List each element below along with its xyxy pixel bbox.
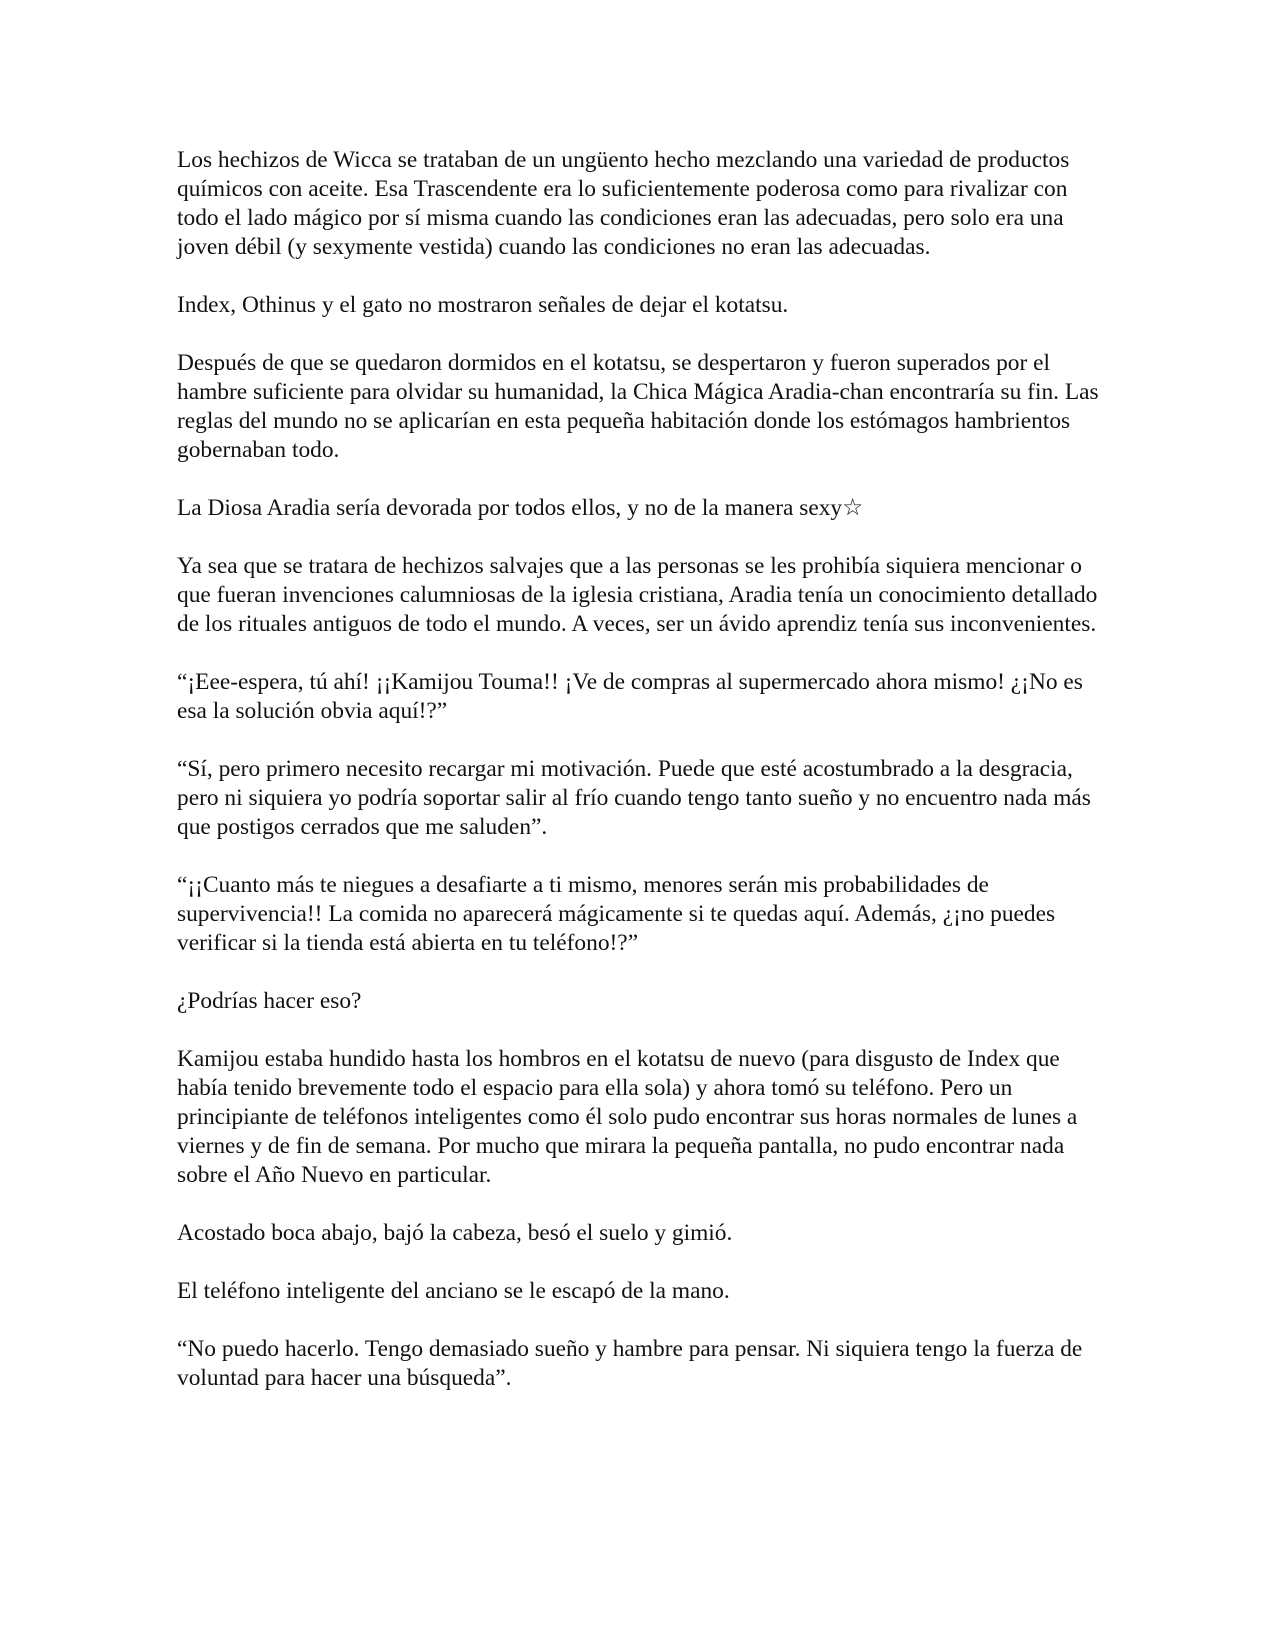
paragraph: Index, Othinus y el gato no mostraron señales de dejar el kotatsu. <box>177 292 789 318</box>
paragraph: La Diosa Aradia sería devorada por todos ellos, y no de la manera sexy☆ <box>177 495 864 521</box>
paragraph: “¡¡Cuanto más te niegues a desafiarte a ti mismo, menores serán mis probabilidades de supervivencia!! La comida no aparecerá mágicamente si te quedas aquí. Además, ¿¡no puedes verificar si la tienda está abierta en tu teléfono!?” <box>177 872 1056 956</box>
paragraph: “¡Eee-espera, tú ahí! ¡¡Kamijou Touma!! ¡Ve de compras al supermercado ahora mismo! ¿¡No es esa la solución obvia aquí!?” <box>177 669 1083 724</box>
paragraph: Ya sea que se tratara de hechizos salvajes que a las personas se les prohibía siquiera mencionar o que fueran invenciones calumniosas de la iglesia cristiana, Aradia tenía un conocimiento detallado de los rituales antiguos de todo el mundo. A veces, ser un ávido aprendiz tenía sus inconvenientes. <box>177 553 1098 637</box>
document-body <box>177 146 1107 1422</box>
paragraph: El teléfono inteligente del anciano se le escapó de la mano. <box>177 1278 730 1304</box>
paragraph: ¿Podrías hacer eso? <box>177 988 362 1014</box>
paragraph: Acostado boca abajo, bajó la cabeza, besó el suelo y gimió. <box>177 1220 733 1246</box>
paragraph: Los hechizos de Wicca se trataban de un ungüento hecho mezclando una variedad de productos químicos con aceite. Esa Trascendente era lo suficientemente poderosa como para rivalizar con todo el lado mágico por sí misma cuando las condiciones eran las adecuadas, pero solo era una joven débil (y sexymente vestida) cuando las condiciones no eran las adecuadas. <box>177 147 1070 260</box>
paragraph: Después de que se quedaron dormidos en el kotatsu, se despertaron y fueron superados por el hambre suficiente para olvidar su humanidad, la Chica Mágica Aradia-chan encontraría su fin. Las reglas del mundo no se aplicarían en esta pequeña habitación donde los estómagos hambrientos gobernaban todo. <box>177 350 1099 463</box>
paragraph: Kamijou estaba hundido hasta los hombros en el kotatsu de nuevo (para disgusto de Index que había tenido brevemente todo el espacio para ella sola) y ahora tomó su teléfono. Pero un principiante de teléfonos inteligentes como él solo pudo encontrar sus horas normales de lunes a viernes y de fin de semana. Por mucho que mirara la pequeña pantalla, no pudo encontrar nada sobre el Año Nuevo en particular. <box>177 1046 1078 1188</box>
paragraph: “Sí, pero primero necesito recargar mi motivación. Puede que esté acostumbrado a la desgracia, pero ni siquiera yo podría soportar salir al frío cuando tengo tanto sueño y no encuentro nada más que postigos cerrados que me saluden”. <box>177 756 1091 840</box>
paragraph: “No puedo hacerlo. Tengo demasiado sueño y hambre para pensar. Ni siquiera tengo la fuerza de voluntad para hacer una búsqueda”. <box>177 1336 1083 1391</box>
